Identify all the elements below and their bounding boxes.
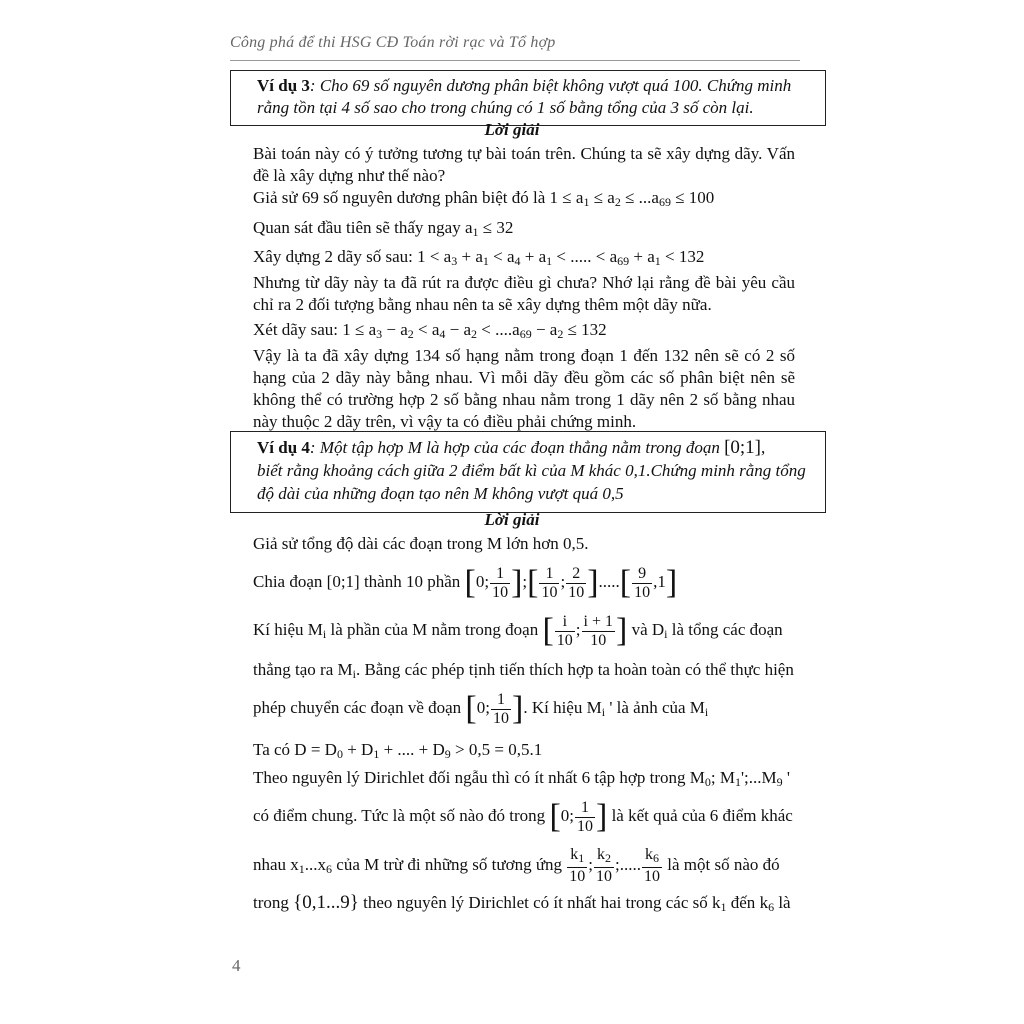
sol4-line-10-text-a: trong <box>253 893 294 912</box>
sol4-line-4-text-a: thẳng tạo ra <box>253 660 338 679</box>
interval-0-tenth-2: [0; $\frac{1}{10}$ ] <box>549 798 608 836</box>
sol3-line-2 <box>253 187 795 213</box>
sol3-ineq-1: $1 \le a_1 \le a_2 \le ...a_{69} \le 100$ <box>549 188 715 209</box>
symbol-Di: $D_i$ <box>651 620 668 641</box>
solution-3-heading: Lời giải <box>484 120 540 139</box>
page-number: 4 <box>232 956 241 975</box>
fractions-k: $\frac{k_1}{10}$ ; $\frac{k_2}{10}$ ;..... $\frac{k_6}{10}$ <box>569 846 661 886</box>
sol4-line-9 <box>253 843 795 887</box>
symbol-Mi-2: $M_i$ <box>337 660 356 681</box>
sol4-line-9-text-a: nhau <box>253 855 291 874</box>
sol4-line-9-text-b: của M trừ đi những số tương ứng <box>332 855 567 874</box>
sol4-line-3-text-a: Kí hiệu <box>253 620 308 639</box>
sol3-ineq-2: $a_1 \le 32$ <box>464 218 514 239</box>
interval-0-1: [0;1] <box>326 572 360 591</box>
sol4-line-10 <box>253 892 795 918</box>
sol4-line-8-text-b: là kết quả của 6 điểm khác <box>607 806 793 825</box>
example-4-interval: [0;1] <box>724 437 762 458</box>
example-3-statement: : Cho 69 số nguyên dương phân biệt không vượt quá 100. Chứng minh rằng tồn tại 4 số sao cho trong chúng có 1 số bằng tổng của 3 số còn lại. <box>257 76 792 117</box>
sol4-line-10-text-b: theo nguyên lý Dirichlet có ít nhất hai trong các số <box>358 893 713 912</box>
points-x1-x6: $x_1...x_6$ <box>290 855 333 876</box>
sol4-line-1: Giả sử tổng độ dài các đoạn trong M lớn hơn 0,5. <box>253 534 589 553</box>
sol4-line-5-text-b: . Kí hiệu <box>523 698 587 717</box>
sol4-line-2-text-b: thành 10 phần <box>359 572 465 591</box>
sol3-ineq-4: $1 \le a_3 - a_2 < a_4 - a_2 < ....a_{69} - a_2 \le 132$ <box>342 320 607 341</box>
sol4-line-5-text-a: phép chuyển các đoạn về đoạn <box>253 698 466 717</box>
sol3-ineq-3: $1 < a_3 + a_1 < a_4 + a_1$ < ..... < $a_{69} + a_1 < 132$ <box>417 247 705 268</box>
sol3-line-3 <box>253 217 795 243</box>
sol4-line-3-text-b: là phần của M nằm trong đoạn <box>326 620 543 639</box>
sets-M0-M9: $M_0$; $M_1';...M_9$ ' <box>689 768 790 789</box>
sol3-line-4 <box>253 246 795 272</box>
sol4-line-2 <box>253 560 795 604</box>
set-0-9: {0,1...9} <box>293 892 359 913</box>
sol4-line-5-text-c: là ảnh của <box>612 698 690 717</box>
sol4-line-9-text-c: là một số nào đó <box>663 855 780 874</box>
sol3-paragraph-7: Vậy là ta đã xây dựng 134 số hạng nằm trong đoạn 1 đến 132 nên sẽ có 2 số hạng của 2 dãy này bằng nhau. Vì mỗi dãy đều gồm các số phân biệt nên sẽ không thể có trường hợp 2 số bằng nhau nằm trong 1 dãy nên 2 số bằng nhau này thuộc 2 dãy trên, vì vậy ta có điều phải chứng minh. <box>253 346 795 431</box>
symbol-k6: $k_6$ <box>759 893 775 914</box>
sol3-line-4-text: Xây dựng 2 dãy số sau: <box>253 247 418 266</box>
example-4-box: Ví dụ 4: Một tập hợp M là hợp của các đoạn thẳng nằm trong đoạn [0;1], biết rằng khoảng cách giữa 2 điểm bất kì của M khác 0,1.Chứng minh rằng tổng độ dài của những đoạn tạo nên M không vượt quá 0,5 <box>230 431 826 513</box>
sol4-line-10-text-d: là <box>774 893 791 912</box>
sol4-line-7 <box>253 767 795 793</box>
sol3-paragraph-1: Bài toán này có ý tưởng tương tự bài toán trên. Chúng ta sẽ xây dựng dãy. Vấn đề là xây dựng như thế nào? <box>253 144 795 185</box>
sol4-line-7-text-a: Theo nguyên lý Dirichlet đối ngẫu thì có ít nhất 6 tập hợp trong <box>253 768 690 787</box>
solution-4-heading: Lời giải <box>484 510 540 529</box>
sol4-line-3 <box>253 608 795 652</box>
sol3-line-3-text: Quan sát đầu tiên sẽ thấy ngay <box>253 218 465 237</box>
interval-i: [ $\frac{i}{10}$ ; $\frac{i + 1}{10}$ ] <box>542 612 628 650</box>
sol3-line-2-text: Giả sử 69 số nguyên dương phân biệt đó là <box>253 188 550 207</box>
sol3-line-6-text: Xét dãy sau: <box>253 320 343 339</box>
sol4-line-10-text-c: đến <box>726 893 760 912</box>
symbol-k1: $k_1$ <box>712 893 727 914</box>
partition-intervals: [0; $\frac{1}{10}$ ];[ $\frac{1}{10}$ ; $\frac{2}{10}$ ].....[ $\frac{9}{10}$ ,1] <box>464 564 678 602</box>
sum-equation: $D = D_0 + D_1$ + .... + $D_9 > 0,5 = 0,5.1$ <box>294 740 543 761</box>
example-4-label: Ví dụ 4 <box>257 438 310 457</box>
sol4-line-4-text-b: . Bằng các phép tịnh tiến thích hợp ta hoàn toàn có thể thực hiện <box>355 660 794 679</box>
symbol-Mi-3: $M_i$ <box>689 698 709 719</box>
symbol-Mi-prime: $M_i$ ' <box>586 698 613 719</box>
example-4-statement-b: biết rằng khoảng cách giữa 2 điểm bất kì của M khác 0,1.Chứng minh rằng tổng độ dài của những đoạn tạo nên M không vượt quá 0,5 <box>257 461 806 503</box>
example-3-label: Ví dụ 3 <box>257 76 310 95</box>
example-3-box <box>230 70 826 126</box>
running-header: Công phá để thi HSG CĐ Toán rời rạc và Tổ hợp <box>230 34 556 51</box>
sol4-line-6-text-a: Ta có <box>253 740 295 759</box>
sol4-line-3-text-c: và <box>627 620 652 639</box>
sol4-line-8 <box>253 794 795 838</box>
sol4-line-8-text-a: có điểm chung. Tức là một số nào đó trong <box>253 806 550 825</box>
sol4-line-2-text-a: Chia đoạn <box>253 572 327 591</box>
sol4-line-6 <box>253 739 795 765</box>
sol4-line-4 <box>253 659 795 685</box>
sol4-line-5 <box>253 686 795 730</box>
sol3-line-6 <box>253 319 795 345</box>
header-rule <box>230 60 800 61</box>
sol3-paragraph-5: Nhưng từ dãy này ta đã rút ra được điều gì chưa? Nhớ lại rằng đề bài yêu cầu chỉ ra 2 đối tượng bằng nhau nên ta sẽ xây dựng thêm một dãy nữa. <box>253 273 795 314</box>
sol4-line-3-text-d: là tổng các đoạn <box>667 620 783 639</box>
symbol-Mi: $M_i$ <box>307 620 327 641</box>
example-4-statement-a: : Một tập hợp M là hợp của các đoạn thẳng nằm trong đoạn <box>309 438 725 457</box>
interval-0-tenth: [0; $\frac{1}{10}$ ] <box>465 690 524 728</box>
